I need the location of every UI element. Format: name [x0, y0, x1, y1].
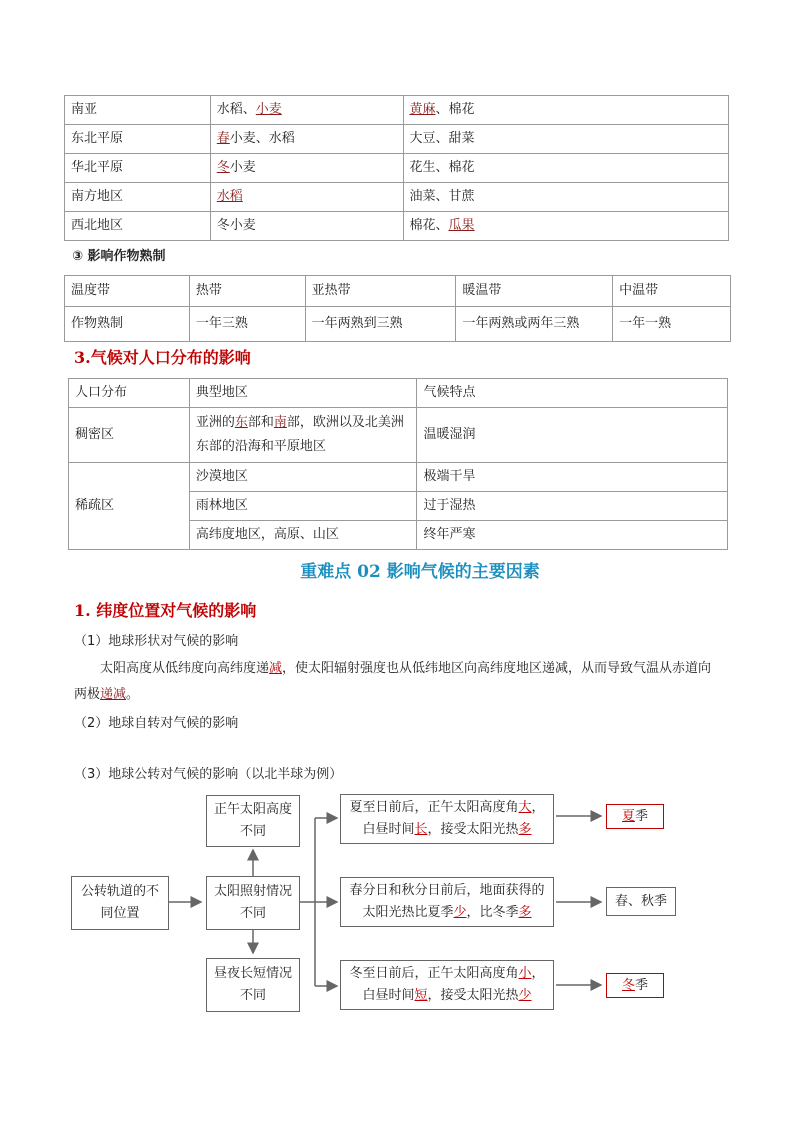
cash-cell: 大豆、甜菜 [403, 125, 729, 154]
desc-text: ，白昼时间 [362, 966, 545, 1003]
maturity-heading: ③ 影响作物熟制 [72, 249, 166, 264]
desc-text: ，比冬季 [466, 905, 519, 920]
noon-height-box [206, 795, 300, 847]
cash-cell: 花生、棉花 [403, 154, 729, 183]
value-cell: 一年一熟 [613, 307, 731, 342]
region-text: 亚洲的 [195, 415, 235, 430]
para-text: 太阳高度从低纬度向高纬度递 [100, 661, 270, 676]
winter-desc-text [347, 963, 547, 1007]
summer-desc-text [347, 797, 547, 841]
grain-highlight: 春 [216, 131, 230, 146]
grain-highlight: 水稻 [216, 189, 243, 204]
dense-label: 稠密区 [69, 408, 190, 463]
desc-text: ，接受太阳光热 [427, 988, 519, 1003]
grain-text: 小麦、水稻 [229, 131, 295, 146]
section-title: 重难点 02 影响气候的主要因素 [300, 562, 540, 582]
season-highlight: 冬 [621, 977, 635, 993]
subheading-revolution: （3）地球公转对气候的影响（以北半球为例） [74, 767, 343, 782]
region-text: 部和 [247, 415, 274, 430]
population-heading: 3.气候对人口分布的影响 [74, 348, 251, 367]
equinox-desc-text [347, 880, 547, 924]
sparse-climate: 终年严寒 [417, 521, 728, 550]
sparse-region: 雨林地区 [189, 492, 417, 521]
subheading-shape: （1）地球形状对气候的影响 [74, 634, 239, 649]
region-highlight: 东 [234, 415, 248, 430]
desc-highlight: 少 [518, 988, 532, 1003]
region-cell: 南方地区 [65, 183, 211, 212]
region-text: 部，欧洲以及北美洲东部的沿海和平原地区 [195, 415, 404, 454]
sparse-label: 稀疏区 [69, 463, 190, 550]
summer-season-box [606, 804, 664, 829]
region-cell: 南亚 [65, 96, 211, 125]
subheading-rotation: （2）地球自转对气候的影响 [74, 716, 239, 731]
value-cell: 一年三熟 [189, 307, 305, 342]
header-cell: 暖温带 [456, 276, 613, 307]
dense-climate: 温暖湿润 [417, 408, 728, 463]
day-length-text: 昼夜长短情况不同 [213, 966, 292, 1003]
sunlight-text: 太阳照射情况不同 [213, 884, 292, 921]
desc-highlight: 短 [414, 988, 428, 1003]
value-cell: 一年两熟到三熟 [305, 307, 456, 342]
grain-highlight: 冬 [216, 160, 230, 175]
season-text: 季 [635, 808, 649, 824]
desc-text: 夏至日前后，正午太阳高度角 [349, 800, 519, 815]
header-cell: 中温带 [613, 276, 731, 307]
winter-season-text [622, 975, 648, 997]
winter-season-box [606, 973, 664, 998]
header-cell: 亚热带 [305, 276, 456, 307]
season-text: 季 [635, 977, 649, 993]
orbit-box [71, 876, 169, 930]
season-highlight: 夏 [621, 808, 635, 824]
sparse-region: 沙漠地区 [189, 463, 417, 492]
cash-text: 棉花、 [409, 218, 449, 233]
cash-cell: 油菜、甘蔗 [403, 183, 729, 212]
desc-highlight: 小 [518, 966, 532, 981]
region-cell: 东北平原 [65, 125, 211, 154]
desc-text: ，接受太阳光热 [427, 822, 519, 837]
region-highlight: 南 [273, 415, 287, 430]
header-cell: 热带 [189, 276, 305, 307]
desc-text: ，白昼时间 [362, 800, 545, 837]
sparse-climate: 极端干旱 [417, 463, 728, 492]
desc-highlight: 大 [518, 800, 532, 815]
header-cell: 气候特点 [417, 379, 728, 408]
value-cell: 作物熟制 [65, 307, 190, 342]
sunlight-box [206, 876, 300, 930]
desc-highlight: 多 [518, 822, 532, 837]
equinox-desc-box [340, 877, 554, 927]
para-text: ，使太阳辐射强度也从低纬地区向高纬度地区递减，从而导致气温从赤道向两极 [74, 661, 712, 702]
region-cell: 西北地区 [65, 212, 211, 241]
grain-highlight: 小麦 [255, 102, 282, 117]
equinox-season-text: 春、秋季 [614, 893, 667, 909]
header-cell: 温度带 [65, 276, 190, 307]
para-highlight: 减 [269, 661, 283, 676]
desc-highlight: 少 [453, 905, 467, 920]
grain-cell: 冬小麦 [210, 212, 403, 241]
grain-text: 水稻、 [216, 102, 256, 117]
value-cell: 一年两熟或两年三熟 [456, 307, 613, 342]
header-cell: 典型地区 [189, 379, 417, 408]
desc-text: 春分日和秋分日前后，地面获得的太阳光热比夏季 [349, 883, 545, 920]
sparse-region: 高纬度地区，高原、山区 [189, 521, 417, 550]
para-text: 。 [126, 687, 140, 702]
day-length-box [206, 958, 300, 1012]
cash-text: 、棉花 [435, 102, 475, 117]
cash-highlight: 黄麻 [409, 102, 436, 117]
sparse-climate: 过于湿热 [417, 492, 728, 521]
desc-highlight: 多 [518, 905, 532, 920]
winter-desc-box [340, 960, 554, 1010]
latitude-heading: 1. 纬度位置对气候的影响 [74, 601, 257, 620]
region-cell: 华北平原 [65, 154, 211, 183]
equinox-season-box [606, 887, 676, 916]
para-highlight: 递减 [100, 687, 127, 702]
summer-desc-box [340, 794, 554, 844]
cash-highlight: 瓜果 [448, 218, 475, 233]
summer-season-text [622, 806, 648, 828]
desc-text: 冬至日前后，正午太阳高度角 [349, 966, 519, 981]
noon-height-text: 正午太阳高度不同 [213, 802, 292, 839]
orbit-text: 公转轨道的不同位置 [80, 884, 159, 921]
grain-text: 小麦 [229, 160, 256, 175]
header-cell: 人口分布 [69, 379, 190, 408]
desc-highlight: 长 [414, 822, 428, 837]
